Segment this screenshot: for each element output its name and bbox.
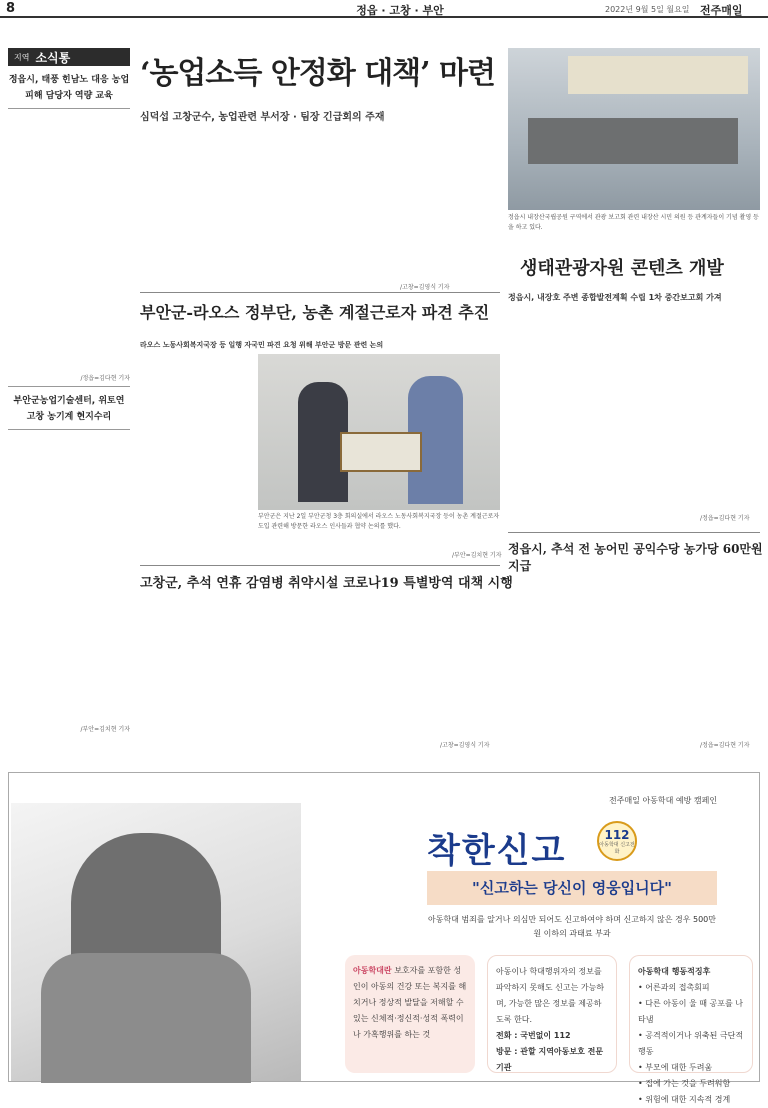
article4-byline: /고창=김영식 기자 xyxy=(440,742,490,749)
paper-name: 전주매일 xyxy=(700,4,743,17)
ad-box-definition xyxy=(345,955,475,1073)
list-item: • 어른과의 접촉회피 xyxy=(638,980,744,996)
article2-subhead: 라오스 노동사회복지국장 등 일행 자국민 파견 요청 위해 부안군 방문 관련 논의 xyxy=(140,341,384,349)
meeting-photo xyxy=(508,48,760,210)
lead-subhead: 심덕섭 고창군수, 농업관련 부서장 · 팀장 긴급회의 주재 xyxy=(140,112,385,123)
child-abuse-ad xyxy=(8,772,760,1104)
masthead xyxy=(0,0,768,18)
ad-box2-phone: 전화 : 국번없이 112 xyxy=(496,1031,571,1040)
article3-headline: 생태관광자원 콘텐츠 개발 xyxy=(520,258,724,279)
ad-badge-label: 아동학대 신고전화 xyxy=(599,842,635,855)
ad-badge xyxy=(597,821,637,861)
list-item: • 부모에 대한 두려움 xyxy=(638,1060,744,1076)
ad-box2-visit: 방문 : 관할 지역아동보호 전문기관 xyxy=(496,1047,604,1072)
section-title: 정읍 · 고창 · 부안 xyxy=(356,4,444,17)
divider xyxy=(8,386,130,387)
ad-badge-number: 112 xyxy=(604,828,630,842)
divider xyxy=(8,108,130,109)
list-item: • 위험에 대한 지속적 경계 xyxy=(638,1092,744,1108)
page-number: 8 xyxy=(6,1,16,16)
article4-headline: 고창군, 추석 연휴 감염병 취약시설 코로나19 특별방역 대책 시행 xyxy=(140,576,513,591)
list-item: • 공격적이거나 위축된 극단적 행동 xyxy=(638,1028,744,1060)
list-item: • 다른 아동이 울 때 공포를 나타냄 xyxy=(638,996,744,1028)
sidebar-item1-byline: /정읍=김다현 기자 xyxy=(80,375,130,382)
sidebar-item1-body xyxy=(8,113,130,373)
sidebar-item2-title: 부안군농업기술센터, 위토연 고창 농기계 현지수리 xyxy=(13,396,125,422)
divider xyxy=(140,292,500,293)
ad-box3-title: 아동학대 행동적징후 xyxy=(638,967,711,976)
ad-title: 착한신고 xyxy=(427,831,567,871)
article5-byline: /정읍=김다현 기자 xyxy=(700,742,750,749)
ad-campaign: 전주매일 아동학대 예방 캠페인 xyxy=(609,796,718,805)
sidebar-news xyxy=(8,48,130,738)
ad-photo xyxy=(11,803,301,1081)
issue-date: 2022년 9월 5일 월요일 xyxy=(605,5,690,14)
ad-box1-title: 아동학대란 xyxy=(353,966,392,975)
article3-body xyxy=(508,308,760,508)
ad-slogan: "신고하는 당신이 영웅입니다" xyxy=(427,871,717,905)
ad-box1-text: 보호자를 포함한 성인이 아동의 건강 또는 복지를 해치거나 정상적 발달을 저해할 수 있는 신체적·정신적·성적 폭력이나 가혹행위를 하는 것 xyxy=(353,966,467,1039)
sidebar-item2-byline: /부안=김치현 기자 xyxy=(80,726,130,733)
sidebar-item2-body xyxy=(8,434,130,724)
article2-byline: /부안=김치현 기자 xyxy=(452,552,502,559)
divider xyxy=(508,532,760,533)
article5-headline: 정읍시, 추석 전 농어민 공익수당 농가당 60만원 지급 xyxy=(508,542,763,573)
article2-headline: 부안군-라오스 정부단, 농촌 계절근로자 파견 추진 xyxy=(140,303,490,322)
sidebar-column-label: 소식통 xyxy=(35,50,71,65)
ad-box2-text: 아동이나 학대행위자의 정보를 파악하지 못해도 신고는 가능하며, 가능한 많은 정보를 제공하도록 한다. xyxy=(496,967,605,1024)
lead-byline: /고창=김영식 기자 xyxy=(400,284,450,291)
signing-photo xyxy=(258,354,500,510)
signing-photo-caption: 부안군은 지난 2일 부안군청 3층 회의실에서 라오스 노동사회복지국장 등이 농촌 계절근로자 도입 관련해 방문한 라오스 인사들과 협약 논의를 했다. xyxy=(258,513,500,530)
ad-box-report xyxy=(487,955,617,1073)
divider xyxy=(8,429,130,430)
ad-box-signs xyxy=(629,955,753,1104)
ad-box3-list xyxy=(638,980,744,1108)
sidebar-header xyxy=(8,48,130,66)
divider xyxy=(140,565,500,566)
lead-body xyxy=(140,130,495,280)
article4-body xyxy=(140,600,500,735)
article5-body xyxy=(508,570,760,738)
sidebar-item1-title: 정읍시, 태풍 힌남노 대응 농업피해 담당자 역량 교육 xyxy=(8,75,130,101)
article2-body xyxy=(140,354,252,524)
article3-subhead: 정읍시, 내장호 주변 종합발전계획 수립 1차 중간보고회 가져 xyxy=(508,293,722,302)
list-item: • 집에 가는 것을 두려워함 xyxy=(638,1076,744,1092)
ad-description: 아동학대 범죄를 알거나 의심만 되어도 신고하여야 하며 신고하지 않은 경우 500만원 이하의 과태료 부과 xyxy=(428,915,716,938)
meeting-photo-caption: 정읍시 내장산국립공원 구역에서 관광 보고회 관련 내장산 시민 의원 등 관계자들이 기념 촬영 등을 하고 있다. xyxy=(508,214,759,231)
article3-byline: /정읍=김다현 기자 xyxy=(700,515,750,522)
lead-headline: ‘농업소득 안정화 대책’ 마련 xyxy=(140,56,496,91)
sidebar-region-label: 지역 xyxy=(14,52,30,62)
